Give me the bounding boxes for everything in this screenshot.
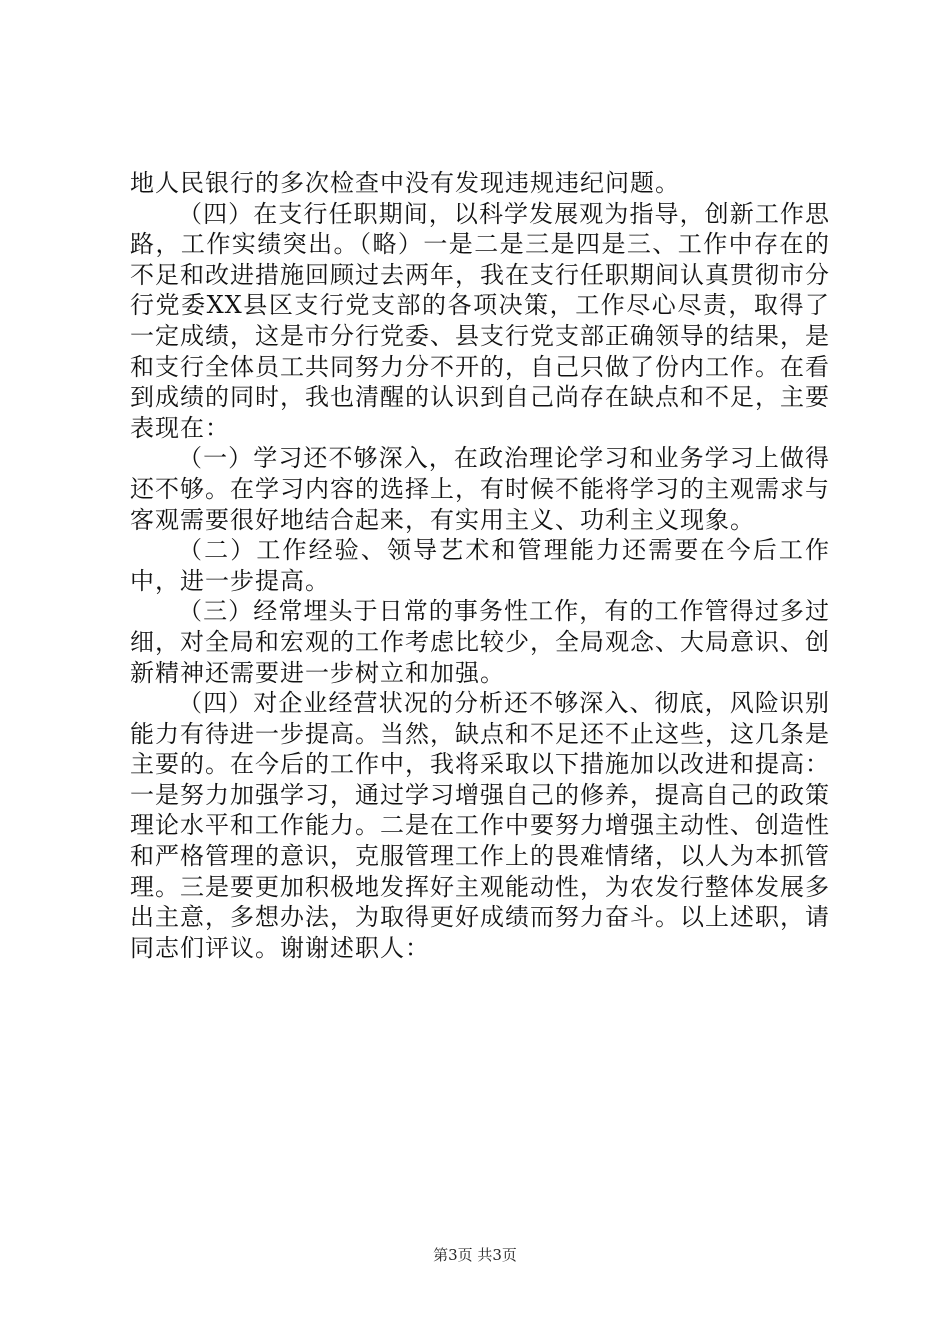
page-number-footer: 第3页 共3页: [433, 1246, 517, 1264]
paragraph-shortcoming-two: （二）工作经验、领导艺术和管理能力还需要在今后工作中，进一步提高。: [130, 536, 830, 595]
paragraph-shortcoming-three: （三）经常埋头于日常的事务性工作，有的工作管得过多过细，对全局和宏观的工作考虑比较少，全局观念、大局意识、创新精神还需要进一步树立和加强。: [130, 597, 830, 687]
paragraph-shortcoming-one: （一）学习还不够深入，在政治理论学习和业务学习上做得还不够。在学习内容的选择上，有时候不能将学习的主观需求与客观需要很好地结合起来，有实用主义、功利主义现象。: [130, 444, 830, 534]
paragraph-continuation: 地人民银行的多次检查中没有发现违规违纪问题。: [130, 169, 680, 197]
paragraph-shortcoming-four: （四）对企业经营状况的分析还不够深入、彻底，风险识别能力有待进一步提高。当然，缺点和不足还不止这些，这几条是主要的。在今后的工作中，我将采取以下措施加以改进和提高：一是努力加强学习，通过学习增强自己的修养，提高自己的政策理论水平和工作能力。二是在工作中要努力增强主动性、创造性和严格管理的意识，克服管理工作上的畏难情绪，以人为本抓管理。三是要更加积极地发挥好主观能动性，为农发行整体发展多出主意，多想办法，为取得更好成绩而努力奋斗。以上述职，请同志们评议。谢谢述职人：: [130, 689, 830, 962]
paragraph-section-four-achievements: （四）在支行任职期间，以科学发展观为指导，创新工作思路，工作实绩突出。（略）一是二是三是四是三、工作中存在的不足和改进措施回顾过去两年，我在支行任职期间认真贯彻市分行党委XX县区支行党支部的各项决策，工作尽心尽责，取得了一定成绩，这是市分行党委、县支行党支部正确领导的结果，是和支行全体员工共同努力分不开的，自己只做了份内工作。在看到成绩的同时，我也清醒的认识到自己尚存在缺点和不足，主要表现在：: [130, 199, 830, 442]
document-body: [130, 168, 830, 963]
